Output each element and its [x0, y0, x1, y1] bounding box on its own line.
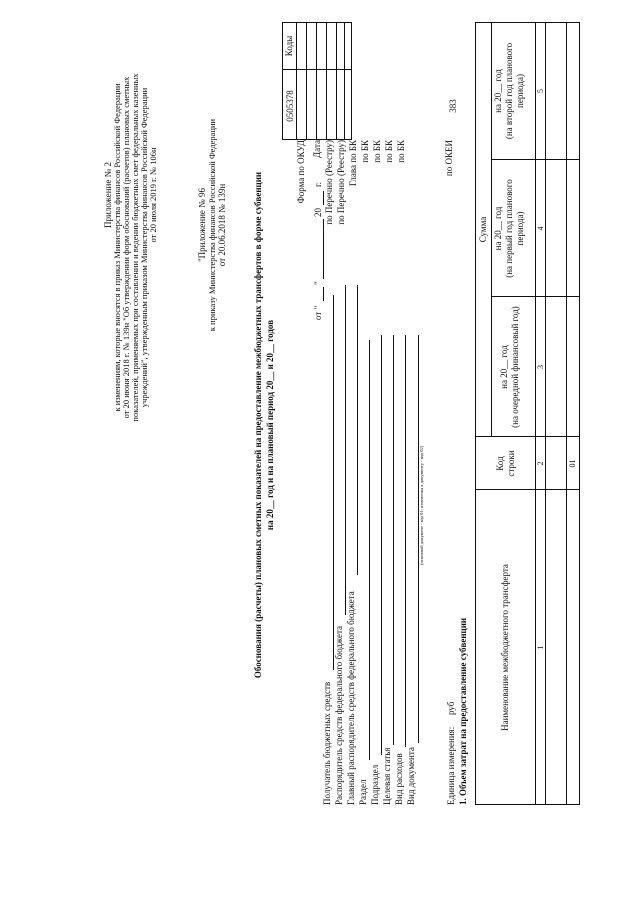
codes-header: Коды: [284, 35, 294, 57]
label-recipient: Получатель бюджетных средств: [322, 681, 332, 805]
appendix-header-line4: показателей, применяемых при составлении и ведении бюджетных смет федеральных казенных: [130, 73, 140, 422]
label-bk-3: по БК: [384, 140, 394, 163]
appendix-header-line3: от 20 июня 2018 г. № 139н "Об утверждении форм обоснований (расчетов) плановых сметных: [121, 76, 131, 419]
label-document-type: Вид документа: [406, 747, 416, 805]
col-num-3: 3: [536, 365, 545, 369]
th-sum: Сумма: [478, 216, 488, 243]
appendix-header-line1: Приложение № 2: [103, 162, 113, 228]
section1-title: 1. Объем затрат на предоставление субвенции: [458, 617, 468, 805]
label-target-item: Целевая статья: [382, 747, 392, 805]
okei-code: 383: [448, 99, 458, 113]
date-year: 20: [313, 208, 323, 217]
form-title-period: на 20__ год и на плановый период 20__ и 20__ годов: [265, 319, 275, 531]
row-code-01: 01: [568, 459, 577, 468]
th-year2-line2: (на первый год планового: [504, 179, 514, 278]
col-num-4: 4: [536, 226, 545, 231]
appendix-sub-line1: "Приложение № 96: [197, 187, 207, 263]
unit-value: руб: [446, 701, 456, 715]
label-section: Раздел: [358, 779, 368, 805]
label-subsection: Подраздел: [370, 764, 380, 805]
label-distributor: Распорядитель средств федерального бюджета: [334, 625, 344, 805]
label-expense-type: Вид расходов: [394, 753, 404, 805]
th-year2-line3: периода): [515, 211, 525, 246]
label-registry-2: по Перечню (Реестру): [336, 140, 346, 225]
date-quote: ": [313, 281, 323, 285]
appendix-header-line2: к изменениям, которые вносятся в приказ Министерства финансов Российской Федерации: [112, 83, 122, 412]
okud-code: 0505378: [285, 90, 295, 122]
th-year1-line2: (на очередной финансовый год): [510, 306, 520, 428]
date-suffix: г.: [313, 182, 323, 187]
label-head-bk: Глава по БК: [348, 140, 358, 187]
th-name: Наименование межбюджетного трансферта: [500, 564, 510, 731]
appendix-sub-line3: от 20.06.2018 № 139н: [217, 183, 227, 267]
th-year3-line3: периода): [515, 74, 525, 108]
date-from: от ": [313, 305, 323, 320]
label-okud: Форма по ОКУД: [296, 140, 306, 204]
th-year3-line1: на 20__ год: [493, 69, 503, 113]
appendix-sub-line2: к приказу Министерства финансов Российской Федерации: [207, 118, 217, 332]
doc-type-note: (основной документ - код 01; изменения к документу - код 02): [419, 445, 424, 565]
unit-label: Единица измерения:: [446, 726, 456, 805]
label-bk-2: по БК: [372, 140, 382, 163]
okei-label: по ОКЕИ: [444, 140, 454, 177]
appendix-header-line5: учреждений", утвержденным приказом Министерства финансов Российской Федерации: [139, 87, 149, 408]
col-num-5: 5: [536, 89, 545, 93]
th-code-2: строки: [506, 450, 516, 477]
label-main-distributor: Главный распорядитель средств федерального бюджета: [346, 591, 356, 805]
th-year3-line2: (на второй год планового: [504, 42, 514, 140]
th-code-1: Код: [495, 456, 505, 471]
label-bk-4: по БК: [396, 140, 406, 163]
form-title: Обоснования (расчеты) плановых сметных показателей на предоставление межбюджетных трансфертов в форме субвенции: [253, 171, 263, 679]
appendix-header-line6: от 20 июля 2019 г. № 106н: [148, 147, 158, 243]
col-num-2: 2: [536, 461, 545, 466]
th-year1-line1: на 20__ год: [499, 345, 509, 389]
label-date: Дата: [312, 140, 322, 158]
label-bk-1: по БК: [360, 140, 370, 163]
label-registry-1: по Перечню (Реестру): [324, 140, 334, 225]
th-year2-line1: на 20__ год: [493, 206, 503, 251]
col-num-1: 1: [536, 645, 545, 650]
